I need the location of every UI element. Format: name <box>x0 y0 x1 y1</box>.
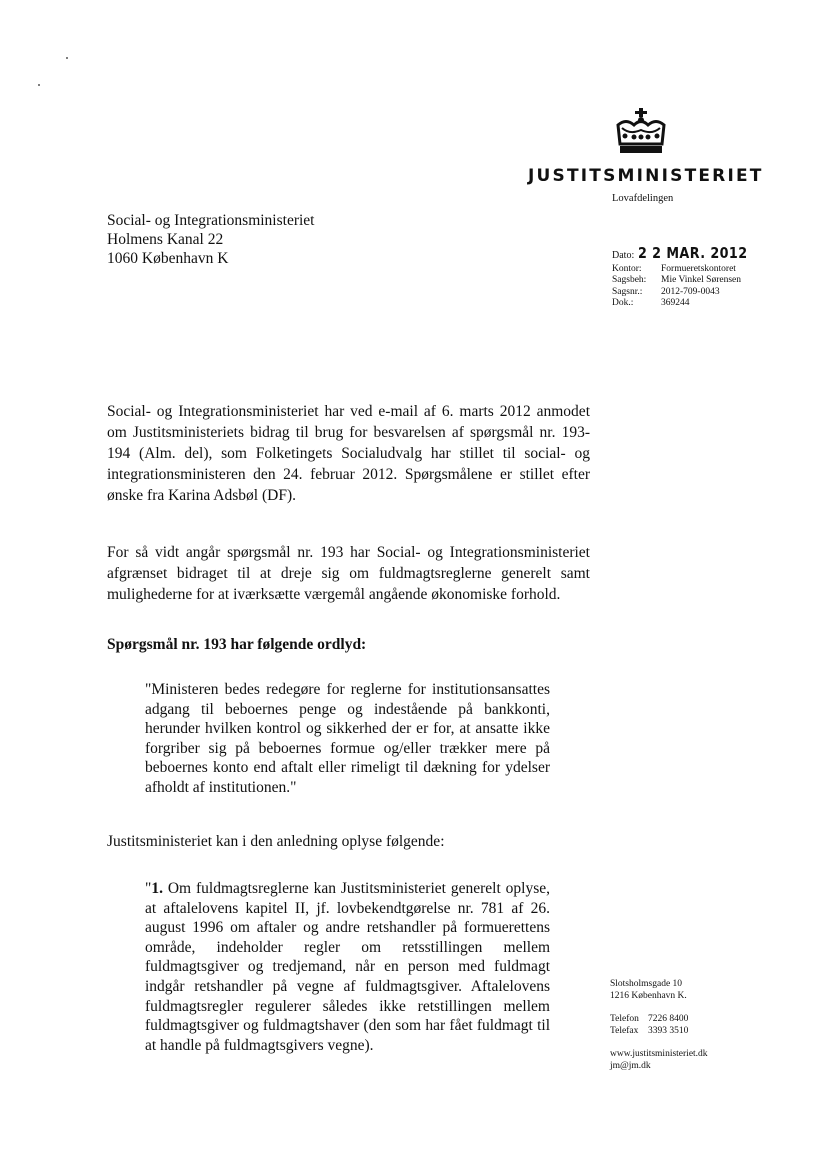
fax-row <box>610 1026 708 1038</box>
date-row <box>612 244 767 262</box>
meta-label: Dok.: <box>612 298 634 308</box>
case-metadata <box>612 244 767 310</box>
answer-number: 1. <box>151 880 163 897</box>
date-label: Dato: <box>612 250 635 261</box>
fax-label: Telefax <box>610 1025 639 1036</box>
meta-label: Sagsbeh: <box>612 275 647 285</box>
meta-label: Sagsnr.: <box>612 286 643 297</box>
phone-row <box>610 1014 708 1026</box>
footer-phones <box>610 1014 708 1037</box>
website-link[interactable]: www.justitsministeriet.dk <box>610 1049 708 1059</box>
meta-value: Formueretskontoret <box>661 263 736 274</box>
footer-city: 1216 København K. <box>610 990 687 1001</box>
meta-row-handler <box>612 275 767 287</box>
recipient-name: Social- og Integrationsministeriet <box>107 212 315 229</box>
phone-value: 7226 8400 <box>648 1014 689 1024</box>
paragraph-answer-intro: Justitsministeriet kan i den anledning oplyse følgende: <box>107 833 445 850</box>
footer-street: Slotsholmsgade 10 <box>610 979 683 989</box>
scan-speck <box>38 84 40 86</box>
meta-value: 369244 <box>661 298 690 308</box>
meta-value: 2012-709-0043 <box>661 286 720 297</box>
question-heading: Spørgsmål nr. 193 har følgende ordlyd: <box>107 636 367 653</box>
meta-row-document <box>612 298 767 310</box>
crown-icon <box>612 108 670 158</box>
scan-speck <box>66 57 68 59</box>
paragraph-intro: Social- og Integrationsministeriet har ved e-mail af 6. marts 2012 anmodet om Justitsministeriets bidrag til brug for besvarelsen af spørgsmål nr. 193-194 (Alm. del), som Folketingets Socialudvalg har stillet til social- og integrationsministeren den 24. februar 2012. Spørgsmålene er stillet efter ønske fra Karina Adsbøl (DF). <box>107 403 590 504</box>
meta-row-case-number <box>612 287 767 299</box>
answer-text: Om fuldmagtsreglerne kan Justitsministeriet generelt oplyse, at aftalelovens kapitel II, jf. lovbekendtgørelse nr. 781 af 26. august 1996 om aftaler og andre retshandler på formuerettens område, indeholder regler om retsstillingen mellem fuldmagtsgiver og tredjemand, når en person med fuldmagt indgår retshandler på vegne af fuldmagtsgiver. Aftalelovens fuldmagtsregler regulerer således ikke retstillingen mellem fuldmagtsgiver og fuldmagtshaver (den som har fået fuldmagt til at handle på fuldmagtsgivers vegne). <box>145 880 550 1054</box>
quote-mark: " <box>145 880 152 897</box>
department-name: Lovafdelingen <box>612 193 674 204</box>
footer-address <box>610 979 708 1002</box>
date-stamp: 2 2 MAR. 2012 <box>638 244 748 262</box>
phone-label: Telefon <box>610 1014 639 1024</box>
recipient-street: Holmens Kanal 22 <box>107 231 224 248</box>
recipient-address <box>107 211 314 268</box>
email-link[interactable]: jm@jm.dk <box>610 1060 651 1071</box>
recipient-city: 1060 København K <box>107 250 229 267</box>
meta-label: Kontor: <box>612 263 642 274</box>
meta-row-office <box>612 264 767 276</box>
answer-quote <box>145 879 550 1055</box>
footer-web <box>610 1049 708 1072</box>
meta-value: Mie Vinkel Sørensen <box>661 275 741 285</box>
question-quote: "Ministeren bedes redegøre for reglerne for institutionsansattes adgang til beboernes penge og indestående på bankkonti, herunder hvilken kontrol og sikkerhed der er for, at ansatte ikke forgriber sig på beboernes formue og/eller trækker mere på beboernes konto end aftalt eller rimeligt til dækning for ydelser afholdt af institutionen." <box>145 681 550 796</box>
fax-value: 3393 3510 <box>648 1025 689 1036</box>
contact-footer <box>610 979 708 1072</box>
paragraph-scope: For så vidt angår spørgsmål nr. 193 har Social- og Integrationsministeriet afgrænset bidraget til at dreje sig om fuldmagtsreglerne generelt samt mulighederne for at iværksætte værgemål angående økonomiske forhold. <box>107 544 590 603</box>
ministry-name: JUSTITSMINISTERIET <box>528 166 764 186</box>
